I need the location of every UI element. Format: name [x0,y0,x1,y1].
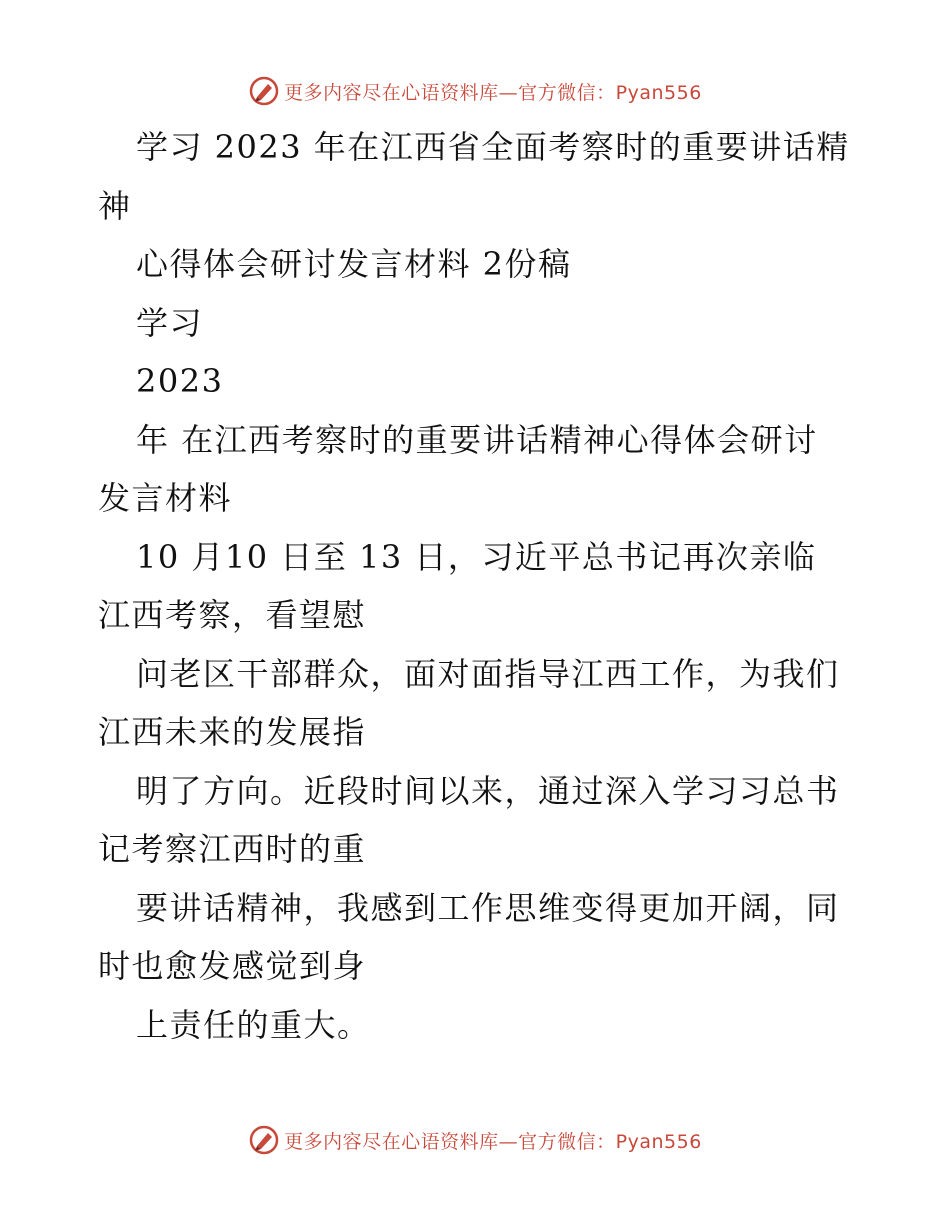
title-line-2: 神 [98,186,132,225]
paragraph-line: 要讲话精神，我感到工作思维变得更加开阔，同 [136,888,840,927]
document-body [98,118,858,1054]
wechat-id: Pyan556 [615,81,702,104]
footer-watermark-banner [0,1120,950,1160]
watermark-text: 更多内容尽在心语资料库—官方微信：Pyan556 [284,1130,702,1153]
paragraph-line: 2023 [136,362,224,400]
watermark-text: 更多内容尽在心语资料库—官方微信：Pyan556 [284,81,702,104]
header-watermark-banner [0,71,950,111]
subtitle-line: 心得体会研讨发言材料 2份稿 [136,245,572,283]
paragraph-line: 记考察江西时的重 [98,830,367,868]
paragraph-line: 时也愈发感觉到身 [98,947,367,985]
wechat-id: Pyan556 [615,1130,702,1153]
paragraph-line: 江西未来的发展指 [98,713,367,751]
paragraph-line: 学习 [136,303,204,342]
title-line-1: 学习 2023 年在江西省全面考察时的重要讲话精 [136,128,850,166]
paragraph-line: 发言材料 [98,479,233,517]
brand-logo-icon [248,75,280,107]
paragraph-line: 问老区干部群众，面对面指导江西工作，为我们 [136,654,840,693]
paragraph-line: 10 月10 日至 13 日，习近平总书记再次亲临 [136,537,817,576]
paragraph-line: 江西考察，看望慰 [98,596,367,634]
brand-logo-icon [248,1124,280,1156]
paragraph-line: 上责任的重大。 [136,1005,371,1044]
paragraph-line: 明了方向。近段时间以来，通过深入学习习总书 [136,771,840,810]
paragraph-line: 年 在江西考察时的重要讲话精神心得体会研讨 [136,420,818,459]
